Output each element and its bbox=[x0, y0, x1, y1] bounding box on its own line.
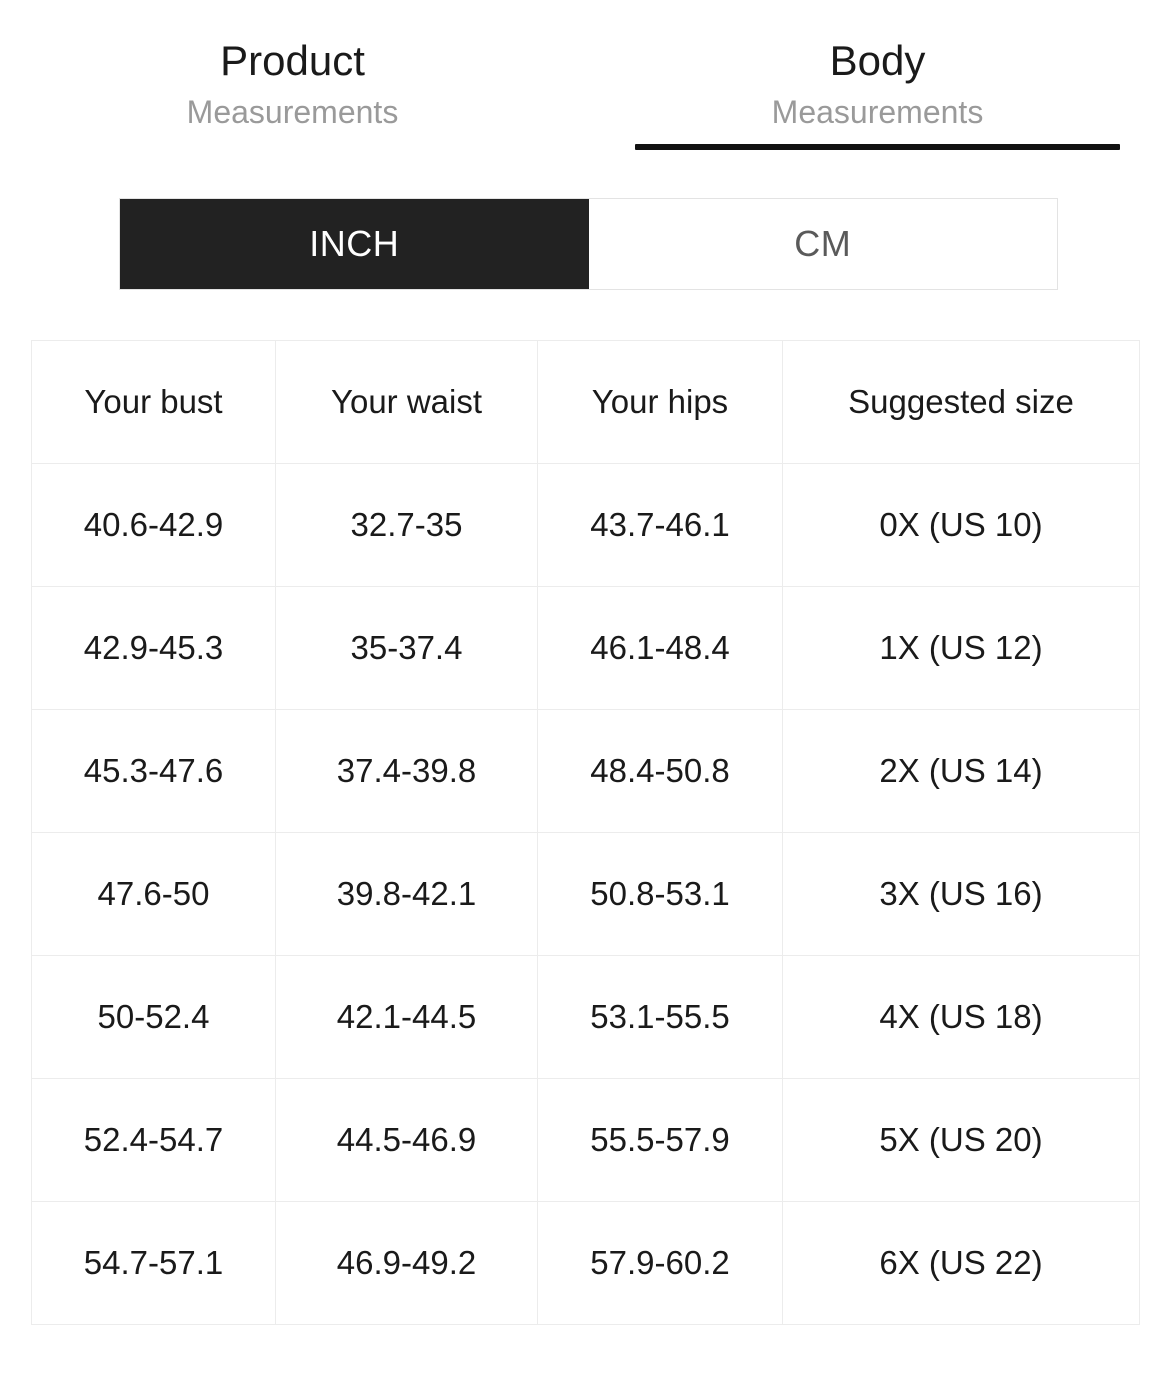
cell-hips: 48.4-50.8 bbox=[538, 710, 783, 833]
tab-product-measurements[interactable] bbox=[0, 36, 585, 168]
size-table bbox=[31, 340, 1140, 1325]
tab-product-underline bbox=[50, 144, 535, 150]
cell-bust: 47.6-50 bbox=[32, 833, 276, 956]
cell-hips: 55.5-57.9 bbox=[538, 1079, 783, 1202]
size-table-wrapper bbox=[31, 340, 1139, 1325]
table-row bbox=[32, 587, 1140, 710]
cell-suggested-size: 6X (US 22) bbox=[783, 1202, 1140, 1325]
cell-bust: 52.4-54.7 bbox=[32, 1079, 276, 1202]
tab-product-subtitle: Measurements bbox=[186, 94, 399, 130]
tab-body-measurements[interactable] bbox=[585, 36, 1170, 168]
cell-hips: 53.1-55.5 bbox=[538, 956, 783, 1079]
cell-waist: 39.8-42.1 bbox=[276, 833, 538, 956]
measurement-type-tabs bbox=[0, 0, 1170, 168]
cell-waist: 44.5-46.9 bbox=[276, 1079, 538, 1202]
cell-hips: 46.1-48.4 bbox=[538, 587, 783, 710]
unit-option-inch[interactable]: INCH bbox=[120, 199, 589, 289]
tab-body-subtitle: Measurements bbox=[771, 94, 984, 130]
cell-waist: 46.9-49.2 bbox=[276, 1202, 538, 1325]
cell-suggested-size: 0X (US 10) bbox=[783, 464, 1140, 587]
cell-bust: 50-52.4 bbox=[32, 956, 276, 1079]
table-row bbox=[32, 1202, 1140, 1325]
size-table-body bbox=[32, 464, 1140, 1325]
table-row bbox=[32, 956, 1140, 1079]
cell-hips: 50.8-53.1 bbox=[538, 833, 783, 956]
column-header-suggested-size: Suggested size bbox=[783, 341, 1140, 464]
column-header-bust: Your bust bbox=[32, 341, 276, 464]
cell-waist: 32.7-35 bbox=[276, 464, 538, 587]
cell-suggested-size: 3X (US 16) bbox=[783, 833, 1140, 956]
cell-bust: 54.7-57.1 bbox=[32, 1202, 276, 1325]
cell-waist: 37.4-39.8 bbox=[276, 710, 538, 833]
cell-suggested-size: 1X (US 12) bbox=[783, 587, 1140, 710]
column-header-waist: Your waist bbox=[276, 341, 538, 464]
cell-bust: 42.9-45.3 bbox=[32, 587, 276, 710]
table-row bbox=[32, 710, 1140, 833]
table-row bbox=[32, 1079, 1140, 1202]
tab-body-underline bbox=[635, 144, 1120, 150]
table-row bbox=[32, 464, 1140, 587]
cell-suggested-size: 4X (US 18) bbox=[783, 956, 1140, 1079]
tab-body-title: Body bbox=[829, 37, 926, 84]
cell-hips: 57.9-60.2 bbox=[538, 1202, 783, 1325]
cell-suggested-size: 5X (US 20) bbox=[783, 1079, 1140, 1202]
table-row bbox=[32, 833, 1140, 956]
unit-toggle bbox=[119, 198, 1058, 290]
cell-waist: 42.1-44.5 bbox=[276, 956, 538, 1079]
table-header-row bbox=[32, 341, 1140, 464]
unit-option-cm[interactable]: CM bbox=[589, 199, 1058, 289]
cell-suggested-size: 2X (US 14) bbox=[783, 710, 1140, 833]
cell-bust: 45.3-47.6 bbox=[32, 710, 276, 833]
cell-bust: 40.6-42.9 bbox=[32, 464, 276, 587]
column-header-hips: Your hips bbox=[538, 341, 783, 464]
tab-product-title: Product bbox=[220, 37, 365, 84]
size-table-head bbox=[32, 341, 1140, 464]
cell-hips: 43.7-46.1 bbox=[538, 464, 783, 587]
cell-waist: 35-37.4 bbox=[276, 587, 538, 710]
